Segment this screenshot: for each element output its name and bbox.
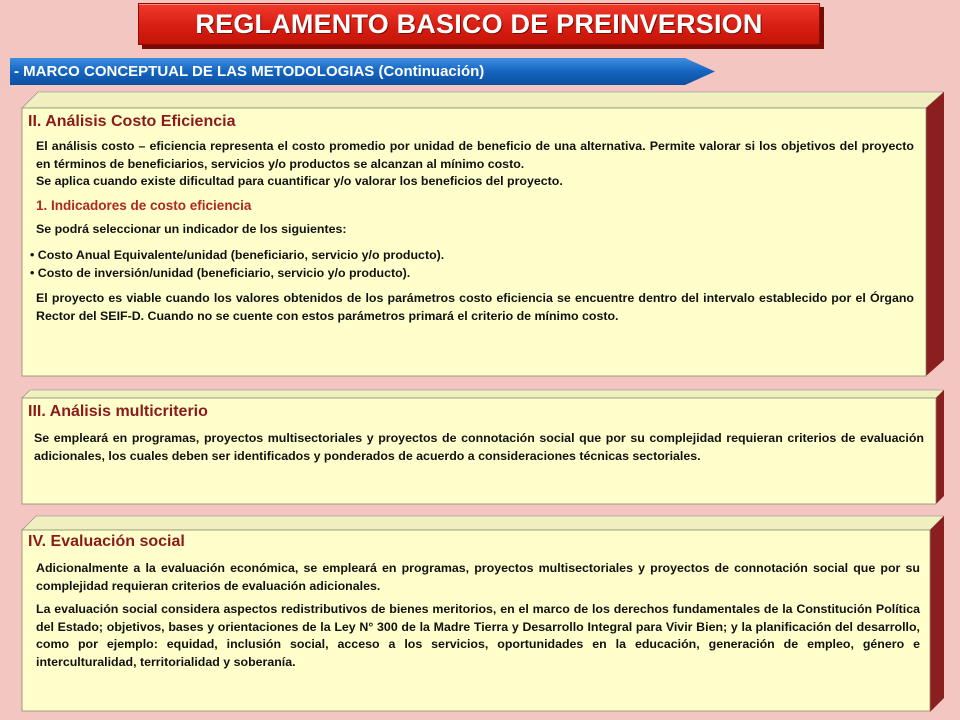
section-title: III. Análisis multicriterio [28,403,208,420]
paragraph: El proyecto es viable cuando los valores obtenidos de los parámetros costo eficiencia se encuentre dentro del intervalo establecido por el Órgano Rector del SEIF-D. Cuando no se cuente con estos parámetros primará el criterio de mínimo costo. [36,291,914,323]
list-item: • Costo Anual Equivalente/unidad (beneficiario, servicio y/o producto). [30,248,445,262]
paragraph: Se aplica cuando existe dificultad para cuantificar y/o valorar los beneficios del proyecto. [36,174,563,188]
subtitle-banner [10,58,715,85]
paragraph: El análisis costo – eficiencia representa el costo promedio por unidad de beneficio de una alternativa. Permite valorar si los objetivos del proyecto en términos de beneficiarios, servicios y/o productos se alcanzan al mínimo costo. [36,139,914,171]
subtitle-text: - MARCO CONCEPTUAL DE LAS METODOLOGIAS (Continuación) [14,63,485,80]
list-item: • Costo de inversión/unidad (beneficiario, servicio y/o producto). [30,265,411,280]
section-costo-eficiencia [18,88,944,378]
section-evaluacion-social [18,512,944,712]
paragraph: Se podrá seleccionar un indicador de los siguientes: [36,221,347,236]
section-title: II. Análisis Costo Eficiencia [28,113,236,130]
section-multicriterio [18,386,944,506]
paragraph: Se empleará en programas, proyectos multisectoriales y proyectos de connotación social que por su complejidad requieran criterios de evaluación adicionales, los cuales deben ser identificados y ponderados de acuerdo a consideraciones técnicas sectoriales. [34,431,924,463]
paragraph: La evaluación social considera aspectos redistributivos de bienes meritorios, en el marco de los derechos fundamentales de la Constitución Política del Estado; objetivos, bases y orientaciones de la Ley N° 300 de la Madre Tierra y Desarrollo Integral para Vivir Bien; y la planificación del desarrollo, como por ejemplo: equidad, inclusión social, acceso a los servicios, oportunidades en la educación, generación de empleo, género e interculturalidad, territorialidad y soberanía. [36,602,920,669]
paragraph: Adicionalmente a la evaluación económica, se empleará en programas, proyectos multisectoriales y proyectos de connotación social que por su complejidad requieran criterios de evaluación adicionales. [36,561,920,593]
section-title: IV. Evaluación social [28,533,185,550]
page-title: REGLAMENTO BASICO DE PREINVERSION [138,3,820,45]
subsection-title: 1. Indicadores de costo eficiencia [36,197,252,213]
